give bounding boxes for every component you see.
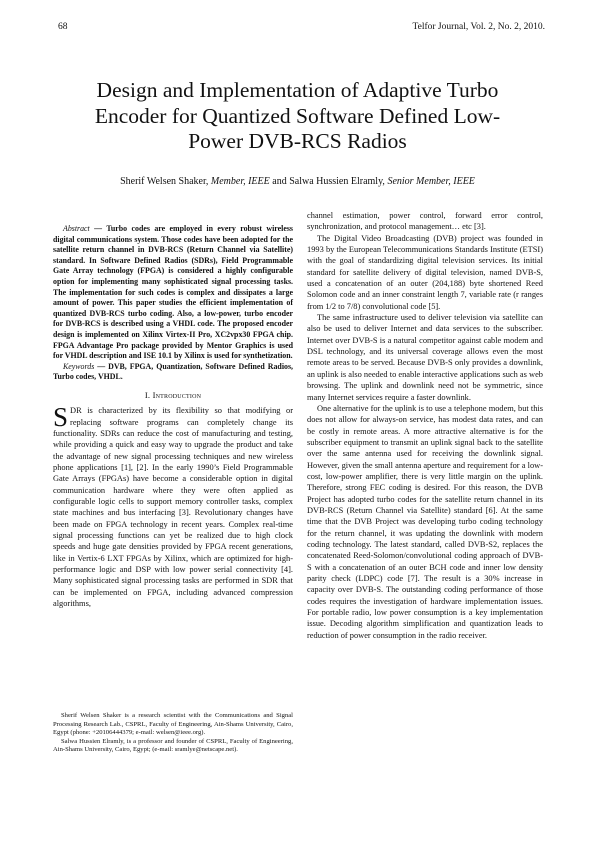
keywords-lead: Keywords: [63, 361, 95, 371]
author-1-name: Sherif Welsen Shaker,: [120, 176, 211, 187]
right-paragraph-1: channel estimation, power control, forward error control, synchronization, and protocol management… etc [3].: [307, 211, 543, 232]
abstract-text: — Turbo codes are employed in every robust wireless digital communications system. Those codes have been adopted for the satellite return channel in DVB-RCS (Return Channel via Satellite) standard. In Software Defined Radios (SDRs), Field Programmable Gate Array technology (FPGA) is considered a highly configurable option for implementing many sophisticated signal processing tasks. The implementation for such codes is complex and dissipates a large amount of power. This paper studies the efficient implementation of quantized DVB-RCS turbo coding. Also, a low-power, turbo encoder for DVB-RCS is described using a VHDL code. The proposed encoder design is implemented on Xilinx Virtex-II Pro, XC2vpx30 FPGA chip. FPGA Advantage Pro package provided by Mentor Graphics is used for VHDL description and ISE 10.1 by Xilinx is used for synthetization.: [53, 224, 293, 361]
section-title: Introduction: [152, 389, 202, 400]
title-line-1: Design and Implementation of Adaptive Turbo: [96, 78, 499, 102]
author-2-role: Senior Member, IEEE: [387, 176, 475, 187]
right-paragraph-4: One alternative for the uplink is to use a telephone modem, but this does not allow for always-on service, has modest data rates, and can be costly in remote areas. A more attractive alternative is for the subscriber equipment to transmit an uplink signal back to the satellite over the same antenna used for receiving the downlink signal. However, given the small antenna aperture and requirement for a low-cost, low-power amplifier, there is very little margin on the uplink. Therefore, strong FEC coding is desired. For this reason, the DVB Project has adopted turbo codes for the satellite return channel in its DVB-RCS (Return Channel via Satellite) standard [6]. At the same time that the DVB Project was developing turbo coding technology for the return channel, it was updating the downlink with modern coding technology. The latest standard, called DVB-S2, replaces the concatenated Reed-Solomon/convolutional coding approach of DVB-S with a concatenation of an outer BCH code and inner low density parity check (LDPC) code [7]. The result is a 30% increase in capacity over DVB-S. The outstanding coding performance of those codes requires the investigation of hardware implementation issues. For portable radio, low power consumption is a key implementation issue. Decoding algorithm simplification and quantization leads to reduction of power consumption in the radio receiver.: [307, 403, 543, 640]
journal-header: Telfor Journal, Vol. 2, No. 2, 2010.: [412, 22, 545, 32]
page-number: 68: [58, 22, 68, 32]
drop-cap: S: [53, 402, 69, 433]
keywords-text: — DVB, FPGA, Quantization, Software Defined Radios, Turbo codes, VHDL.: [53, 361, 293, 382]
intro-paragraph: [53, 402, 293, 609]
abstract-lead: Abstract: [63, 224, 90, 233]
right-paragraph-2: The Digital Video Broadcasting (DVB) project was founded in 1993 by the European Telecommunications Standards Institute (ETSI) with the goal of standardizing digital television services. Its initial standard for satellite delivery of digital television, named DVB-S, used a concatenation of an outer (204,188) byte shortened Reed Solomon code and an inner constraint length 7, variable rate (r ranges from 1/2 to 7/8) convolutional code [5].: [307, 233, 543, 311]
paper-title: [40, 78, 555, 155]
footnotes: [53, 712, 293, 755]
author-line: [40, 176, 555, 187]
title-line-2: Encoder for Quantized Software Defined Low-: [94, 103, 501, 128]
intro-paragraph-text: DR is characterized by its flexibility so that modifying or replacing software programs can completely change its functionality. SDRs can reduce the cost of manufacturing and testing, while providing a quick and easy way to upgrade the product and take the advantage of new signal processing techniques and new wireless phone applications [1], [2]. In the early 1990’s Field Programmable Gate Arrays (FPGAs) have become a considerable option in digital communication hardware where they were often applied as configurable logic cells to support memory controller tasks, complex state machines and bus interfacing [3]. Revolutionary changes have been made on FPGA technology in recent years. Complex real-time signal processing functions can yet be realized due to high clock speeds and huge gate densities provided by FPGA recent generations, like in Vertix-6 LXT FPGAs by Xilinx, which are optimized for high-performance logic and DSP with low power serial connectivity [4]. Many sophisticated signal processing tasks are performed in SDR that can be implemented on FPGA, including advanced compression algorithms,: [53, 406, 293, 609]
left-column: [53, 224, 293, 609]
right-column: [307, 210, 543, 641]
section-heading-introduction: [53, 390, 293, 401]
title-line-3: Power DVB-RCS Radios: [188, 129, 407, 153]
footnote-1: Sherif Welsen Shaker is a research scientist with the Communications and Signal Processing Research Lab., CSPRL, Faculty of Engineering, Ain-Shams University, Cairo, Egypt (phone: +20106444379; e-mail: welsen@ieee.org).: [53, 712, 293, 737]
abstract: [53, 224, 293, 362]
footnote-2: Salwa Hussien Elramly, is a professor and founder of CSPRL, Faculty of Engineering, Ain-Shams University, Cairo, Egypt; (e-mail: sramlye@netscape.net).: [53, 737, 293, 754]
keywords: [53, 362, 293, 383]
section-number: I.: [144, 389, 153, 400]
author-1-role: Member, IEEE: [210, 176, 270, 187]
right-paragraph-3: The same infrastructure used to deliver television via satellite can also be used to deliver Internet and data services to the subscriber. Internet over DVB-S is a natural competitor against cable modem and DSL technology, and its universal coverage allows even the most remote areas to be served. Because DVB-S only provides a downlink, an uplink is also needed to enable interactive applications such as web browsing. The uplink and downlink need not be symmetric, since many Internet services require a faster downlink.: [307, 313, 543, 402]
author-and: and Salwa Hussien Elramly,: [269, 176, 388, 187]
